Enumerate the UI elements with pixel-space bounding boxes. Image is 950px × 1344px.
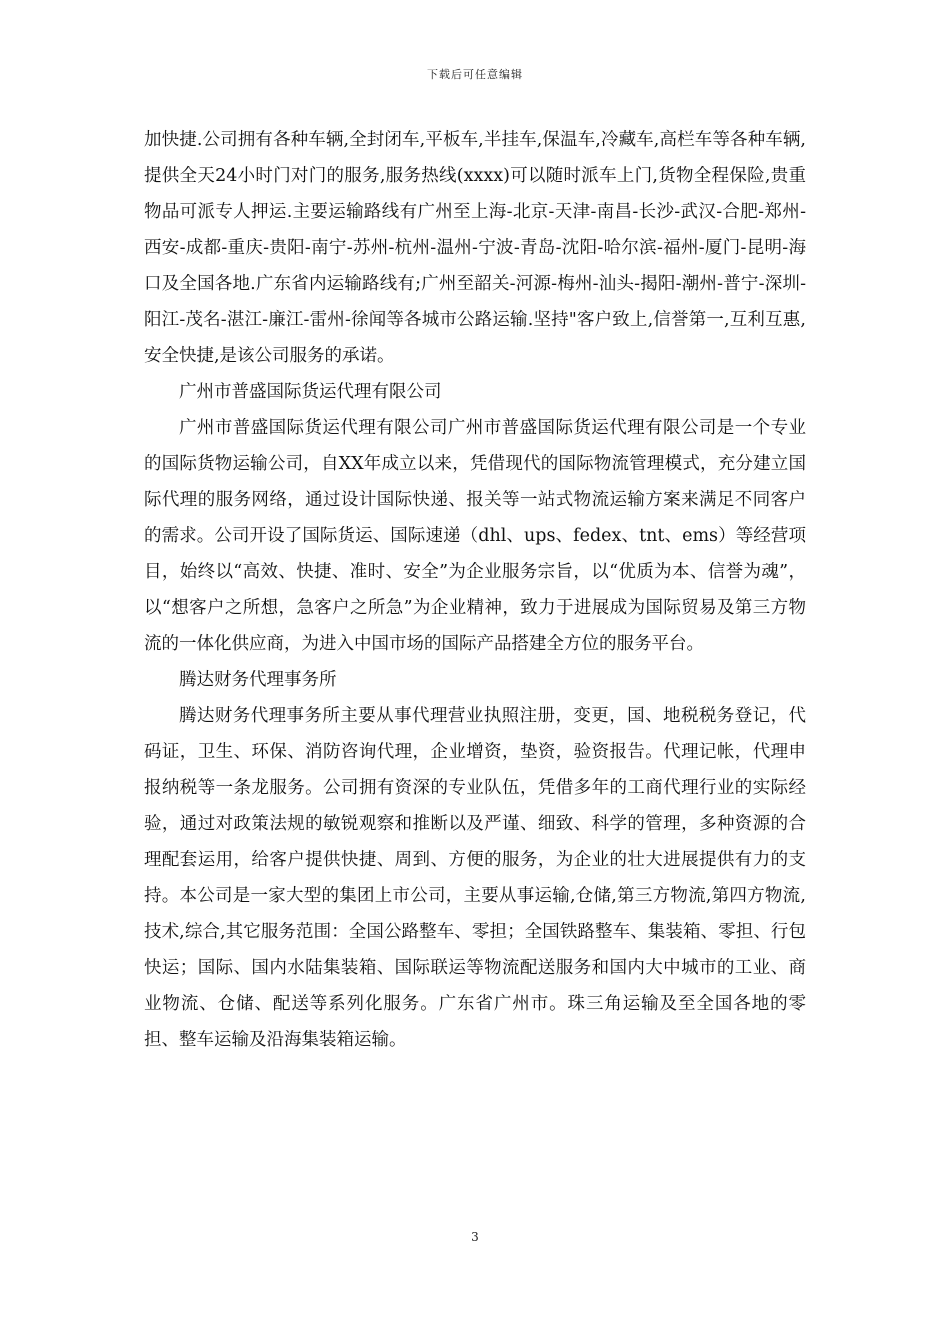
document-body [144,122,806,1058]
paragraph-logistics-routes: 加快捷.公司拥有各种车辆,全封闭车,平板车,半挂车,保温车,冷藏车,高栏车等各种车辆,提供全天24小时门对门的服务,服务热线(xxxx)可以随时派车上门,货物全程保险,贵重物品可派专人押运.主要运输路线有广州至上海-北京-天津-南昌-长沙-武汉-合肥-郑州-西安-成都-重庆-贵阳-南宁-苏州-杭州-温州-宁波-青岛-沈阳-哈尔滨-福州-厦门-昆明-海口及全国各地.广东省内运输路线有;广州至韶关-河源-梅州-汕头-揭阳-潮州-普宁-深圳-阳江-茂名-湛江-廉江-雷州-徐闻等各城市公路运输.坚持"客户致上,信誉第一,互利互惠,安全快捷,是该公司服务的承诺。 [144,130,806,366]
paragraph-pusheng-freight: 广州市普盛国际货运代理有限公司广州市普盛国际货运代理有限公司是一个专业的国际货物运输公司，自XX年成立以来，凭借现代的国际物流管理模式，充分建立国际代理的服务网络，通过设计国际快递、报关等一站式物流运输方案来满足不同客户的需求。公司开设了国际货运、国际速递（dhl、ups、fedex、tnt、ems）等经营项目，始终以“高效、快捷、准时、安全”为企业服务宗旨，以“优质为本、信誉为魂”，以“想客户之所想，急客户之所急”为企业精神，致力于进展成为国际贸易及第三方物流的一体化供应商，为进入中国市场的国际产品搭建全方位的服务平台。 [144,418,806,654]
heading-tengda-finance: 腾达财务代理事务所 [179,670,337,690]
page-number: 3 [471,1230,479,1244]
page-header: 下载后可任意编辑 [427,68,523,81]
paragraph-tengda-finance: 腾达财务代理事务所主要从事代理营业执照注册，变更，国、地税税务登记，代码证，卫生、环保、消防咨询代理，企业增资，垫资，验资报告。代理记帐，代理申报纳税等一条龙服务。公司拥有资深的专业队伍，凭借多年的工商代理行业的实际经验，通过对政策法规的敏锐观察和推断以及严谨、细致、科学的管理，多种资源的合理配套运用，给客户提供快捷、周到、方便的服务，为企业的壮大进展提供有力的支持。本公司是一家大型的集团上市公司，主要从事运输,仓储,第三方物流,第四方物流,技术,综合,其它服务范围：全国公路整车、零担；全国铁路整车、集装箱、零担、行包快运；国际、国内水陆集装箱、国际联运等物流配送服务和国内大中城市的工业、商业物流、仓储、配送等系列化服务。广东省广州市。珠三角运输及至全国各地的零担、整车运输及沿海集装箱运输。 [144,706,806,1050]
heading-pusheng-freight: 广州市普盛国际货运代理有限公司 [179,382,442,402]
